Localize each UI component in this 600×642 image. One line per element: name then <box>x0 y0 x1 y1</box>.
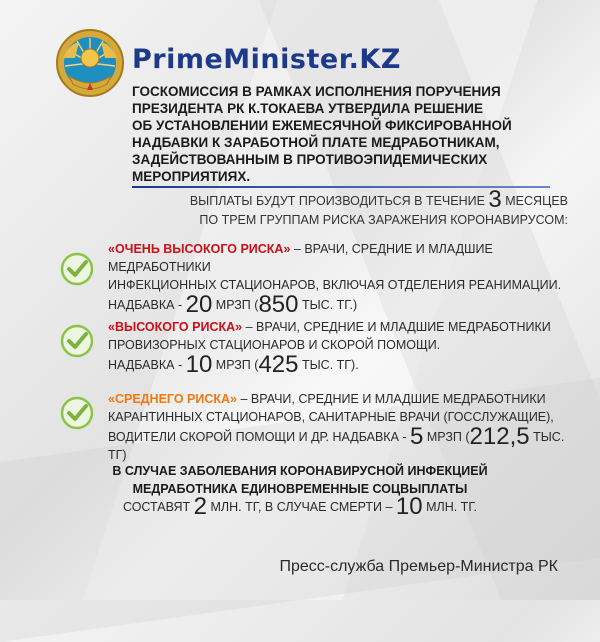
intro-text-part: МЕСЯЦЕВ <box>505 194 568 208</box>
risk-desc: – ВРАЧИ, СРЕДНИЕ И МЛАДШИЕ МЕДРАБОТНИКИ <box>242 320 551 334</box>
mrzp-unit: МРЗП ( <box>215 298 259 312</box>
headline-line: ПРЕЗИДЕНТА РК К.ТОКАЕВА УТВЕРДИЛА РЕШЕНИЕ <box>132 101 483 116</box>
note-text: СОСТАВЯТ <box>122 500 191 514</box>
risk-desc: ИНФЕКЦИОННЫХ СТАЦИОНАРОВ, ВКЛЮЧАЯ ОТДЕЛЕНИЯ РЕАНИМАЦИИ. <box>108 278 562 292</box>
check-icon <box>60 324 94 358</box>
risk-group-text <box>108 318 578 378</box>
mrzp-value: 20 <box>185 291 213 318</box>
note-line: В СЛУЧАЕ ЗАБОЛЕВАНИЯ КОРОНАВИРУСНОЙ ИНФЕКЦИЕЙ <box>112 464 488 478</box>
risk-group-text <box>108 240 578 318</box>
intro-text <box>189 186 568 230</box>
headline-line: ГОСКОМИССИЯ В РАМКАХ ИСПОЛНЕНИЯ ПОРУЧЕНИЯ <box>132 84 501 99</box>
bonus-prefix: ВОДИТЕЛИ СКОРОЙ ПОМОЩИ И ДР. НАДБАВКА - <box>108 430 407 444</box>
headline-line: МЕРОПРИЯТИЯХ. <box>132 169 251 184</box>
risk-desc: – ВРАЧИ, СРЕДНИЕ И МЛАДШИЕ МЕДРАБОТНИКИ <box>237 392 546 406</box>
emblem-icon <box>55 28 125 98</box>
check-icon <box>60 396 94 430</box>
tenge-value: 425 <box>258 351 299 378</box>
risk-group-medium <box>60 390 580 462</box>
tenge-unit: ТЫС. ТГ) <box>108 430 565 462</box>
note-line: МЕДРАБОТНИКА ЕДИНОВРЕМЕННЫЕ СОЦВЫПЛАТЫ <box>132 482 468 496</box>
site-title: PrimeMinister.KZ <box>132 44 401 75</box>
bonus-prefix: НАДБАВКА - <box>108 298 183 312</box>
mrzp-value: 5 <box>410 423 424 450</box>
check-icon <box>60 252 94 286</box>
risk-desc: КАРАНТИННЫХ СТАЦИОНАРОВ, САНИТАРНЫЕ ВРАЧИ (ГОССЛУЖАЩИЕ), <box>108 410 554 424</box>
compensation-note <box>80 462 520 520</box>
mrzp-unit: МРЗП ( <box>426 430 470 444</box>
tenge-value: 850 <box>258 291 299 318</box>
tenge-unit: ТЫС. ТГ.) <box>301 298 358 312</box>
risk-label: «ОЧЕНЬ ВЫСОКОГО РИСКА» <box>108 242 291 256</box>
intro-text-part: ВЫПЛАТЫ БУДУТ ПРОИЗВОДИТЬСЯ В ТЕЧЕНИЕ <box>189 194 485 208</box>
note-text: МЛН. ТГ. <box>426 500 478 514</box>
risk-group-high <box>60 318 580 378</box>
headline <box>132 83 512 185</box>
risk-label: «СРЕДНЕГО РИСКА» <box>108 392 237 406</box>
risk-label: «ВЫСОКОГО РИСКА» <box>108 320 243 334</box>
risk-desc: ПРОВИЗОРНЫХ СТАЦИОНАРОВ И СКОРОЙ ПОМОЩИ. <box>108 338 441 352</box>
press-service-credit: Пресс-служба Премьер-Министра РК <box>279 558 558 575</box>
headline-line: ЗАДЕЙСТВОВАННЫМ В ПРОТИВОЭПИДЕМИЧЕСКИХ <box>132 152 488 167</box>
headline-line: НАДБАВКИ К ЗАРАБОТНОЙ ПЛАТЕ МЕДРАБОТНИКАМ, <box>132 135 500 150</box>
mrzp-unit: МРЗП ( <box>215 358 259 372</box>
death-value: 10 <box>395 493 423 520</box>
months-value: 3 <box>488 186 502 213</box>
tenge-unit: ТЫС. ТГ). <box>301 358 359 372</box>
mrzp-value: 10 <box>185 351 213 378</box>
bonus-prefix: НАДБАВКА - <box>108 358 183 372</box>
illness-value: 2 <box>193 493 208 520</box>
headline-line: ОБ УСТАНОВЛЕНИИ ЕЖЕМЕСЯЧНОЙ ФИКСИРОВАННОЙ <box>132 118 512 133</box>
intro-text-part: ПО ТРЕМ ГРУППАМ РИСКА ЗАРАЖЕНИЯ КОРОНАВИРУСОМ: <box>199 213 568 227</box>
risk-desc: – ВРАЧИ, СРЕДНИЕ И МЛАДШИЕ МЕДРАБОТНИКИ <box>108 242 493 274</box>
risk-group-very-high <box>60 240 580 318</box>
risk-group-text <box>108 390 578 464</box>
note-text: МЛН. ТГ, В СЛУЧАЕ СМЕРТИ – <box>210 500 393 514</box>
tenge-value: 212,5 <box>469 423 530 450</box>
